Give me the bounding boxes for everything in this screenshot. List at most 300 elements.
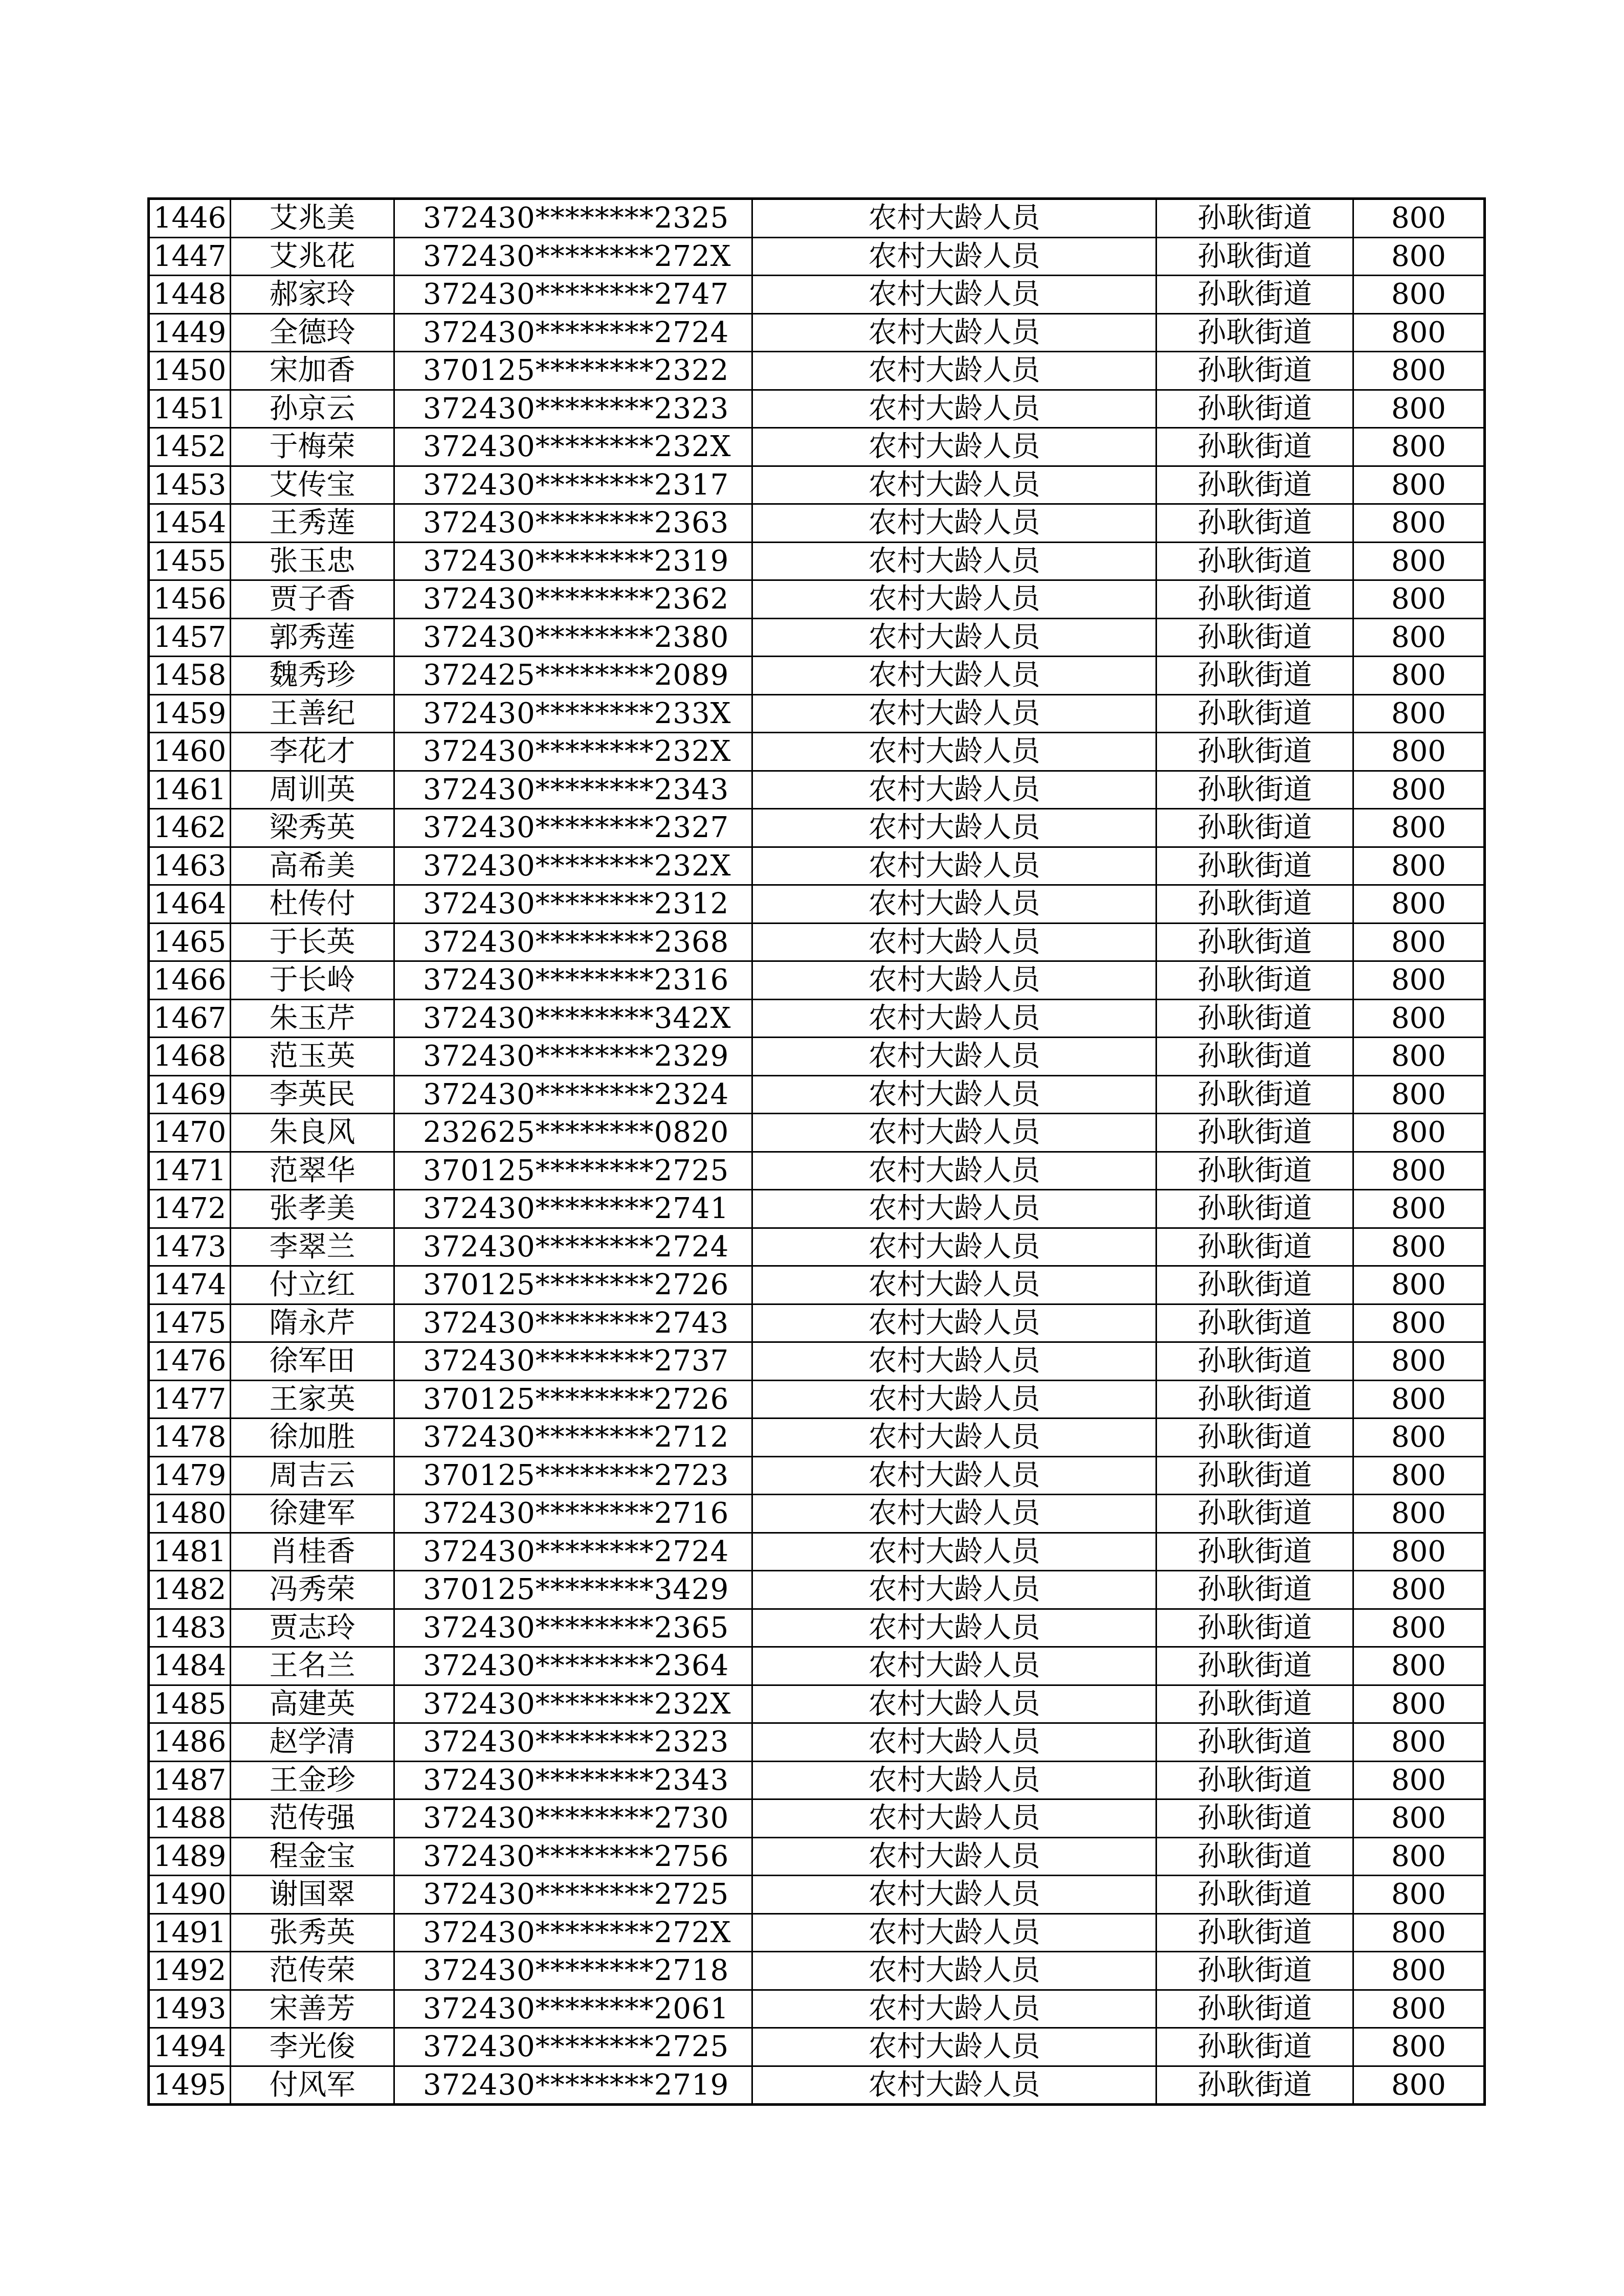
- table-row: [149, 542, 1485, 580]
- id-number-cell: 372430********2324: [394, 1075, 752, 1114]
- category-cell: 农村大龄人员: [752, 1266, 1156, 1304]
- id-number-cell: 372430********2718: [394, 1952, 752, 1990]
- street-office-cell: 孙耿街道: [1156, 542, 1353, 580]
- row-number-cell: 1463: [149, 847, 231, 885]
- street-office-cell: 孙耿街道: [1156, 199, 1353, 238]
- street-office-cell: 孙耿街道: [1156, 276, 1353, 314]
- amount-cell: 800: [1353, 390, 1485, 428]
- person-name-cell: 贾志玲: [231, 1609, 394, 1647]
- id-number-cell: 372430********2061: [394, 1990, 752, 2028]
- row-number-cell: 1453: [149, 466, 231, 504]
- amount-cell: 800: [1353, 1228, 1485, 1266]
- category-cell: 农村大龄人员: [752, 1799, 1156, 1838]
- street-office-cell: 孙耿街道: [1156, 657, 1353, 695]
- person-name-cell: 李翠兰: [231, 1228, 394, 1266]
- person-name-cell: 于梅荣: [231, 428, 394, 466]
- category-cell: 农村大龄人员: [752, 885, 1156, 924]
- id-number-cell: 372430********2317: [394, 466, 752, 504]
- street-office-cell: 孙耿街道: [1156, 1152, 1353, 1190]
- category-cell: 农村大龄人员: [752, 1876, 1156, 1914]
- amount-cell: 800: [1353, 657, 1485, 695]
- row-number-cell: 1457: [149, 618, 231, 657]
- person-name-cell: 徐军田: [231, 1342, 394, 1381]
- amount-cell: 800: [1353, 733, 1485, 771]
- table-row: [149, 313, 1485, 352]
- row-number-cell: 1479: [149, 1456, 231, 1495]
- category-cell: 农村大龄人员: [752, 1495, 1156, 1533]
- street-office-cell: 孙耿街道: [1156, 1685, 1353, 1723]
- street-office-cell: 孙耿街道: [1156, 2028, 1353, 2066]
- table-row: [149, 1304, 1485, 1342]
- street-office-cell: 孙耿街道: [1156, 999, 1353, 1038]
- subsidy-table: [147, 197, 1486, 2106]
- amount-cell: 800: [1353, 1952, 1485, 1990]
- amount-cell: 800: [1353, 1609, 1485, 1647]
- id-number-cell: 370125********2322: [394, 352, 752, 390]
- person-name-cell: 朱玉芹: [231, 999, 394, 1038]
- category-cell: 农村大龄人员: [752, 1952, 1156, 1990]
- category-cell: 农村大龄人员: [752, 733, 1156, 771]
- table-row: [149, 1914, 1485, 1952]
- table-row: [149, 1761, 1485, 1799]
- street-office-cell: 孙耿街道: [1156, 466, 1353, 504]
- row-number-cell: 1485: [149, 1685, 231, 1723]
- category-cell: 农村大龄人员: [752, 1914, 1156, 1952]
- id-number-cell: 372430********232X: [394, 847, 752, 885]
- row-number-cell: 1456: [149, 580, 231, 619]
- person-name-cell: 王家英: [231, 1380, 394, 1419]
- amount-cell: 800: [1353, 1456, 1485, 1495]
- person-name-cell: 范玉英: [231, 1038, 394, 1076]
- person-name-cell: 范翠华: [231, 1152, 394, 1190]
- table-row: [149, 733, 1485, 771]
- amount-cell: 800: [1353, 1266, 1485, 1304]
- table-row: [149, 1952, 1485, 1990]
- table-row: [149, 1419, 1485, 1457]
- category-cell: 农村大龄人员: [752, 428, 1156, 466]
- row-number-cell: 1448: [149, 276, 231, 314]
- street-office-cell: 孙耿街道: [1156, 1456, 1353, 1495]
- category-cell: 农村大龄人员: [752, 961, 1156, 1000]
- row-number-cell: 1488: [149, 1799, 231, 1838]
- person-name-cell: 周训英: [231, 771, 394, 809]
- person-name-cell: 付立红: [231, 1266, 394, 1304]
- table-row: [149, 2066, 1485, 2105]
- amount-cell: 800: [1353, 1152, 1485, 1190]
- table-row: [149, 466, 1485, 504]
- category-cell: 农村大龄人员: [752, 1609, 1156, 1647]
- amount-cell: 800: [1353, 1190, 1485, 1228]
- street-office-cell: 孙耿街道: [1156, 1571, 1353, 1609]
- amount-cell: 800: [1353, 961, 1485, 1000]
- amount-cell: 800: [1353, 1799, 1485, 1838]
- row-number-cell: 1446: [149, 199, 231, 238]
- street-office-cell: 孙耿街道: [1156, 1914, 1353, 1952]
- street-office-cell: 孙耿街道: [1156, 1799, 1353, 1838]
- table-row: [149, 1685, 1485, 1723]
- id-number-cell: 372430********232X: [394, 428, 752, 466]
- row-number-cell: 1449: [149, 313, 231, 352]
- table-row: [149, 580, 1485, 619]
- category-cell: 农村大龄人员: [752, 580, 1156, 619]
- category-cell: 农村大龄人员: [752, 504, 1156, 543]
- table-row: [149, 1456, 1485, 1495]
- category-cell: 农村大龄人员: [752, 1456, 1156, 1495]
- category-cell: 农村大龄人员: [752, 352, 1156, 390]
- person-name-cell: 张秀英: [231, 1914, 394, 1952]
- amount-cell: 800: [1353, 1876, 1485, 1914]
- table-row: [149, 1114, 1485, 1152]
- category-cell: 农村大龄人员: [752, 1990, 1156, 2028]
- amount-cell: 800: [1353, 1075, 1485, 1114]
- row-number-cell: 1473: [149, 1228, 231, 1266]
- person-name-cell: 郭秀莲: [231, 618, 394, 657]
- street-office-cell: 孙耿街道: [1156, 1837, 1353, 1876]
- amount-cell: 800: [1353, 1419, 1485, 1457]
- table-row: [149, 1342, 1485, 1381]
- id-number-cell: 372430********2312: [394, 885, 752, 924]
- amount-cell: 800: [1353, 1761, 1485, 1799]
- id-number-cell: 372425********2089: [394, 657, 752, 695]
- table-row: [149, 999, 1485, 1038]
- amount-cell: 800: [1353, 2066, 1485, 2105]
- category-cell: 农村大龄人员: [752, 199, 1156, 238]
- category-cell: 农村大龄人员: [752, 466, 1156, 504]
- person-name-cell: 王金珍: [231, 1761, 394, 1799]
- table-row: [149, 1152, 1485, 1190]
- person-name-cell: 张玉忠: [231, 542, 394, 580]
- table-row: [149, 1380, 1485, 1419]
- street-office-cell: 孙耿街道: [1156, 1038, 1353, 1076]
- row-number-cell: 1492: [149, 1952, 231, 1990]
- row-number-cell: 1491: [149, 1914, 231, 1952]
- person-name-cell: 王秀莲: [231, 504, 394, 543]
- row-number-cell: 1490: [149, 1876, 231, 1914]
- row-number-cell: 1452: [149, 428, 231, 466]
- street-office-cell: 孙耿街道: [1156, 1380, 1353, 1419]
- person-name-cell: 杜传付: [231, 885, 394, 924]
- table-row: [149, 923, 1485, 961]
- person-name-cell: 郝家玲: [231, 276, 394, 314]
- id-number-cell: 370125********2723: [394, 1456, 752, 1495]
- category-cell: 农村大龄人员: [752, 1152, 1156, 1190]
- amount-cell: 800: [1353, 1837, 1485, 1876]
- row-number-cell: 1471: [149, 1152, 231, 1190]
- id-number-cell: 372430********2724: [394, 313, 752, 352]
- id-number-cell: 370125********2726: [394, 1380, 752, 1419]
- row-number-cell: 1467: [149, 999, 231, 1038]
- category-cell: 农村大龄人员: [752, 1419, 1156, 1457]
- row-number-cell: 1495: [149, 2066, 231, 2105]
- amount-cell: 800: [1353, 1495, 1485, 1533]
- street-office-cell: 孙耿街道: [1156, 1990, 1353, 2028]
- table-row: [149, 1533, 1485, 1571]
- street-office-cell: 孙耿街道: [1156, 1495, 1353, 1533]
- street-office-cell: 孙耿街道: [1156, 580, 1353, 619]
- category-cell: 农村大龄人员: [752, 1038, 1156, 1076]
- category-cell: 农村大龄人员: [752, 999, 1156, 1038]
- category-cell: 农村大龄人员: [752, 1647, 1156, 1685]
- category-cell: 农村大龄人员: [752, 1342, 1156, 1381]
- table-row: [149, 1190, 1485, 1228]
- amount-cell: 800: [1353, 1342, 1485, 1381]
- category-cell: 农村大龄人员: [752, 1837, 1156, 1876]
- amount-cell: 800: [1353, 1380, 1485, 1419]
- street-office-cell: 孙耿街道: [1156, 1342, 1353, 1381]
- person-name-cell: 范传荣: [231, 1952, 394, 1990]
- street-office-cell: 孙耿街道: [1156, 313, 1353, 352]
- street-office-cell: 孙耿街道: [1156, 1190, 1353, 1228]
- id-number-cell: 372430********2380: [394, 618, 752, 657]
- person-name-cell: 宋加香: [231, 352, 394, 390]
- id-number-cell: 372430********2725: [394, 1876, 752, 1914]
- category-cell: 农村大龄人员: [752, 657, 1156, 695]
- person-name-cell: 高建英: [231, 1685, 394, 1723]
- row-number-cell: 1447: [149, 237, 231, 276]
- street-office-cell: 孙耿街道: [1156, 1609, 1353, 1647]
- id-number-cell: 372430********2730: [394, 1799, 752, 1838]
- person-name-cell: 孙京云: [231, 390, 394, 428]
- id-number-cell: 372430********2319: [394, 542, 752, 580]
- street-office-cell: 孙耿街道: [1156, 1761, 1353, 1799]
- person-name-cell: 范传强: [231, 1799, 394, 1838]
- row-number-cell: 1478: [149, 1419, 231, 1457]
- row-number-cell: 1489: [149, 1837, 231, 1876]
- row-number-cell: 1451: [149, 390, 231, 428]
- id-number-cell: 372430********2363: [394, 504, 752, 543]
- person-name-cell: 宋善芳: [231, 1990, 394, 2028]
- table-row: [149, 847, 1485, 885]
- amount-cell: 800: [1353, 2028, 1485, 2066]
- street-office-cell: 孙耿街道: [1156, 847, 1353, 885]
- row-number-cell: 1483: [149, 1609, 231, 1647]
- id-number-cell: 372430********2343: [394, 1761, 752, 1799]
- street-office-cell: 孙耿街道: [1156, 1114, 1353, 1152]
- category-cell: 农村大龄人员: [752, 618, 1156, 657]
- table-row: [149, 352, 1485, 390]
- row-number-cell: 1477: [149, 1380, 231, 1419]
- category-cell: 农村大龄人员: [752, 694, 1156, 733]
- row-number-cell: 1460: [149, 733, 231, 771]
- id-number-cell: 372430********2747: [394, 276, 752, 314]
- amount-cell: 800: [1353, 199, 1485, 238]
- street-office-cell: 孙耿街道: [1156, 771, 1353, 809]
- street-office-cell: 孙耿街道: [1156, 694, 1353, 733]
- table-row: [149, 1647, 1485, 1685]
- table-body: [149, 199, 1485, 2105]
- category-cell: 农村大龄人员: [752, 847, 1156, 885]
- id-number-cell: 372430********232X: [394, 733, 752, 771]
- street-office-cell: 孙耿街道: [1156, 1723, 1353, 1762]
- person-name-cell: 梁秀英: [231, 809, 394, 847]
- category-cell: 农村大龄人员: [752, 1304, 1156, 1342]
- amount-cell: 800: [1353, 618, 1485, 657]
- row-number-cell: 1462: [149, 809, 231, 847]
- amount-cell: 800: [1353, 1685, 1485, 1723]
- amount-cell: 800: [1353, 1038, 1485, 1076]
- street-office-cell: 孙耿街道: [1156, 618, 1353, 657]
- person-name-cell: 徐加胜: [231, 1419, 394, 1457]
- row-number-cell: 1464: [149, 885, 231, 924]
- table-row: [149, 1075, 1485, 1114]
- table-row: [149, 618, 1485, 657]
- street-office-cell: 孙耿街道: [1156, 961, 1353, 1000]
- person-name-cell: 艾兆美: [231, 199, 394, 238]
- id-number-cell: 372430********2737: [394, 1342, 752, 1381]
- id-number-cell: 372430********2323: [394, 1723, 752, 1762]
- person-name-cell: 高希美: [231, 847, 394, 885]
- id-number-cell: 370125********2726: [394, 1266, 752, 1304]
- street-office-cell: 孙耿街道: [1156, 1533, 1353, 1571]
- amount-cell: 800: [1353, 1990, 1485, 2028]
- amount-cell: 800: [1353, 237, 1485, 276]
- person-name-cell: 王名兰: [231, 1647, 394, 1685]
- street-office-cell: 孙耿街道: [1156, 1266, 1353, 1304]
- amount-cell: 800: [1353, 1304, 1485, 1342]
- row-number-cell: 1470: [149, 1114, 231, 1152]
- person-name-cell: 王善纪: [231, 694, 394, 733]
- category-cell: 农村大龄人员: [752, 1723, 1156, 1762]
- table-row: [149, 1876, 1485, 1914]
- person-name-cell: 程金宝: [231, 1837, 394, 1876]
- person-name-cell: 肖桂香: [231, 1533, 394, 1571]
- row-number-cell: 1461: [149, 771, 231, 809]
- category-cell: 农村大龄人员: [752, 1380, 1156, 1419]
- table-row: [149, 1609, 1485, 1647]
- category-cell: 农村大龄人员: [752, 809, 1156, 847]
- amount-cell: 800: [1353, 1723, 1485, 1762]
- category-cell: 农村大龄人员: [752, 923, 1156, 961]
- amount-cell: 800: [1353, 428, 1485, 466]
- amount-cell: 800: [1353, 809, 1485, 847]
- category-cell: 农村大龄人员: [752, 1761, 1156, 1799]
- amount-cell: 800: [1353, 580, 1485, 619]
- street-office-cell: 孙耿街道: [1156, 1647, 1353, 1685]
- row-number-cell: 1484: [149, 1647, 231, 1685]
- row-number-cell: 1494: [149, 2028, 231, 2066]
- row-number-cell: 1465: [149, 923, 231, 961]
- category-cell: 农村大龄人员: [752, 2066, 1156, 2105]
- row-number-cell: 1481: [149, 1533, 231, 1571]
- street-office-cell: 孙耿街道: [1156, 1419, 1353, 1457]
- person-name-cell: 赵学清: [231, 1723, 394, 1762]
- street-office-cell: 孙耿街道: [1156, 2066, 1353, 2105]
- table-row: [149, 1266, 1485, 1304]
- street-office-cell: 孙耿街道: [1156, 237, 1353, 276]
- id-number-cell: 372430********2327: [394, 809, 752, 847]
- amount-cell: 800: [1353, 466, 1485, 504]
- street-office-cell: 孙耿街道: [1156, 923, 1353, 961]
- person-name-cell: 张孝美: [231, 1190, 394, 1228]
- person-name-cell: 李花才: [231, 733, 394, 771]
- id-number-cell: 372430********2343: [394, 771, 752, 809]
- id-number-cell: 372430********2325: [394, 199, 752, 238]
- amount-cell: 800: [1353, 885, 1485, 924]
- street-office-cell: 孙耿街道: [1156, 1304, 1353, 1342]
- row-number-cell: 1469: [149, 1075, 231, 1114]
- table-row: [149, 1038, 1485, 1076]
- row-number-cell: 1459: [149, 694, 231, 733]
- id-number-cell: 370125********2725: [394, 1152, 752, 1190]
- table-row: [149, 694, 1485, 733]
- category-cell: 农村大龄人员: [752, 237, 1156, 276]
- row-number-cell: 1454: [149, 504, 231, 543]
- row-number-cell: 1450: [149, 352, 231, 390]
- id-number-cell: 372430********2716: [394, 1495, 752, 1533]
- amount-cell: 800: [1353, 694, 1485, 733]
- row-number-cell: 1476: [149, 1342, 231, 1381]
- amount-cell: 800: [1353, 1914, 1485, 1952]
- category-cell: 农村大龄人员: [752, 1075, 1156, 1114]
- row-number-cell: 1482: [149, 1571, 231, 1609]
- row-number-cell: 1474: [149, 1266, 231, 1304]
- amount-cell: 800: [1353, 1571, 1485, 1609]
- table-row: [149, 1799, 1485, 1838]
- amount-cell: 800: [1353, 999, 1485, 1038]
- table-row: [149, 657, 1485, 695]
- street-office-cell: 孙耿街道: [1156, 428, 1353, 466]
- person-name-cell: 艾兆花: [231, 237, 394, 276]
- category-cell: 农村大龄人员: [752, 542, 1156, 580]
- person-name-cell: 李光俊: [231, 2028, 394, 2066]
- table-row: [149, 390, 1485, 428]
- person-name-cell: 付风军: [231, 2066, 394, 2105]
- table-row: [149, 276, 1485, 314]
- amount-cell: 800: [1353, 771, 1485, 809]
- amount-cell: 800: [1353, 504, 1485, 543]
- amount-cell: 800: [1353, 276, 1485, 314]
- person-name-cell: 贾子香: [231, 580, 394, 619]
- table-row: [149, 1571, 1485, 1609]
- amount-cell: 800: [1353, 1114, 1485, 1152]
- street-office-cell: 孙耿街道: [1156, 352, 1353, 390]
- person-name-cell: 朱良风: [231, 1114, 394, 1152]
- street-office-cell: 孙耿街道: [1156, 1952, 1353, 1990]
- category-cell: 农村大龄人员: [752, 2028, 1156, 2066]
- table-row: [149, 1228, 1485, 1266]
- street-office-cell: 孙耿街道: [1156, 1075, 1353, 1114]
- amount-cell: 800: [1353, 313, 1485, 352]
- table-row: [149, 428, 1485, 466]
- table-row: [149, 1837, 1485, 1876]
- row-number-cell: 1458: [149, 657, 231, 695]
- id-number-cell: 372430********2316: [394, 961, 752, 1000]
- street-office-cell: 孙耿街道: [1156, 1228, 1353, 1266]
- amount-cell: 800: [1353, 1533, 1485, 1571]
- table-row: [149, 885, 1485, 924]
- person-name-cell: 冯秀荣: [231, 1571, 394, 1609]
- id-number-cell: 372430********272X: [394, 1914, 752, 1952]
- street-office-cell: 孙耿街道: [1156, 885, 1353, 924]
- row-number-cell: 1486: [149, 1723, 231, 1762]
- table-row: [149, 809, 1485, 847]
- table-row: [149, 1723, 1485, 1762]
- table-row: [149, 1495, 1485, 1533]
- amount-cell: 800: [1353, 542, 1485, 580]
- amount-cell: 800: [1353, 352, 1485, 390]
- person-name-cell: 于长英: [231, 923, 394, 961]
- street-office-cell: 孙耿街道: [1156, 504, 1353, 543]
- row-number-cell: 1480: [149, 1495, 231, 1533]
- id-number-cell: 372430********272X: [394, 237, 752, 276]
- id-number-cell: 372430********2364: [394, 1647, 752, 1685]
- category-cell: 农村大龄人员: [752, 1114, 1156, 1152]
- row-number-cell: 1468: [149, 1038, 231, 1076]
- person-name-cell: 徐建军: [231, 1495, 394, 1533]
- person-name-cell: 李英民: [231, 1075, 394, 1114]
- category-cell: 农村大龄人员: [752, 313, 1156, 352]
- id-number-cell: 372430********342X: [394, 999, 752, 1038]
